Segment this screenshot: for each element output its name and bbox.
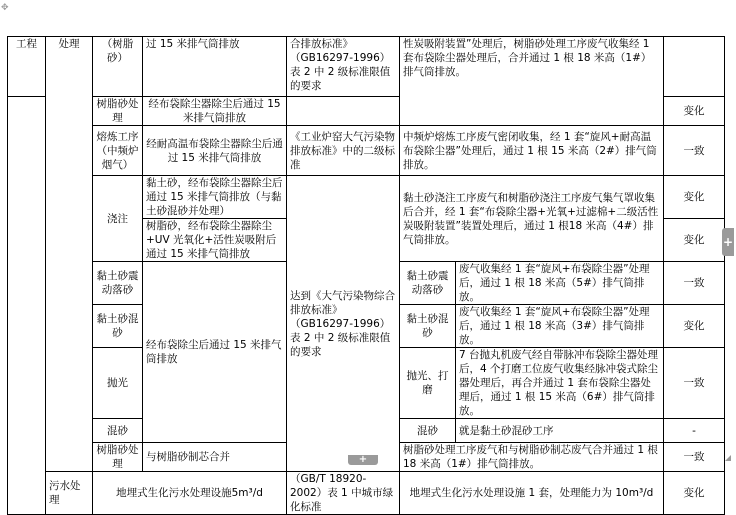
cell-project: 工程 bbox=[8, 37, 46, 97]
cell-standard: 《工业炉窑大气污染物排放标准》中的二级标准 bbox=[287, 126, 400, 176]
cell-measure: 与树脂砂制芯合并 bbox=[143, 443, 287, 472]
comparison-table bbox=[7, 36, 725, 515]
table-row bbox=[8, 126, 725, 176]
cell-process: 浇注 bbox=[93, 176, 143, 262]
cell-standard: 达到《大气污染物综合排放标准》（GB16297-1996）表 2 中 2 级标准限值的要求 bbox=[287, 176, 400, 472]
cell-status: 一致 bbox=[664, 262, 725, 305]
cell-measure: 经耐高温布袋除尘器除尘后通过 15 米排气筒排放 bbox=[143, 126, 287, 176]
cell-measure: 树脂砂，经布袋除尘器除尘+UV 光氧化+活性炭吸附后通过 15 米排气筒排放 bbox=[143, 219, 287, 262]
cell-process: 树脂砂处理 bbox=[93, 97, 143, 126]
table-row bbox=[8, 37, 725, 97]
table-move-handle-icon[interactable]: ✥ bbox=[1, 3, 9, 13]
add-row-button[interactable]: + bbox=[348, 455, 378, 465]
cell-actual: 黏土砂浇注工序废气和树脂砂浇注工序废气集气罩收集后合并，经 1 套“布袋除尘器+光氧+过滤棉+二级活性炭吸附装置”装置处理后，通过 1 根18 米高（4#）排气筒排放。 bbox=[400, 176, 664, 262]
cell-standard: 合排放标准》（GB16297-1996）表 2 中 2 级标准限值的要求 bbox=[287, 37, 400, 97]
table-resize-handle-icon[interactable] bbox=[725, 455, 731, 461]
cell-status: 一致 bbox=[664, 348, 725, 419]
cell-process: 混砂 bbox=[93, 419, 143, 443]
cell-status: 变化 bbox=[664, 472, 725, 515]
cell-status bbox=[664, 37, 725, 97]
cell-actual: 废气收集经 1 套“旋风+布袋除尘器”处理后，通过 1 根 18 米高（3#）排气筒排放。 bbox=[456, 305, 664, 348]
cell-actual: 中频炉熔炼工序废气密闭收集，经 1 套“旋风+耐高温布袋除尘器”处理后，通过 1 根 15 米高（2#）排气筒排放。 bbox=[400, 126, 664, 176]
cell-actual: 性炭吸附装置”处理后，树脂砂处理工序废气收集经 1 套布袋除尘器处理后，合并通过 1 根 18 米高（1#）排气筒排放。 bbox=[400, 37, 664, 126]
cell-actual: 树脂砂处理工序废气和与树脂砂制芯废气合并通过 1 根 18 米高（1#）排气筒排放。 bbox=[400, 443, 664, 472]
cell-status: 一致 bbox=[664, 126, 725, 176]
cell-actual-process: 黏土砂震动落砂 bbox=[400, 262, 456, 305]
cell-actual-process: 混砂 bbox=[400, 419, 456, 443]
cell-actual-process: 黏土砂混砂 bbox=[400, 305, 456, 348]
cell-treatment: 处理 bbox=[46, 37, 93, 472]
cell-actual: 地埋式生化污水处理设施 1 套，处理能力为 10m³/d bbox=[400, 472, 664, 515]
cell-treatment: 污水处理 bbox=[46, 472, 93, 515]
add-column-button[interactable]: + bbox=[722, 228, 734, 256]
cell-status: 变化 bbox=[664, 219, 725, 262]
cell-measure: 经布袋除尘后通过 15 米排气筒排放 bbox=[143, 262, 287, 443]
cell-status: - bbox=[664, 419, 725, 443]
cell-status: 变化 bbox=[664, 305, 725, 348]
cell-measure: 地埋式生化污水处理设施5m³/d bbox=[93, 472, 287, 515]
cell-measure: 经布袋除尘器除尘后通过 15 米排气筒排放 bbox=[143, 97, 287, 126]
cell-process: 黏土砂震动落砂 bbox=[93, 262, 143, 305]
cell-status: 一致 bbox=[664, 443, 725, 472]
cell-process: 树脂砂处理 bbox=[93, 443, 143, 472]
cell-measure: 黏土砂，经布袋除尘器除尘后通过 15 米排气筒排放（与黏土砂混砂并处理） bbox=[143, 176, 287, 219]
cell-actual: 7 台抛丸机废气经自带脉冲布袋除尘器处理后，4 个打磨工位废气收集经脉冲袋式除尘器处理后，再合并通过 1 套布袋除尘器处理后，通过 1 根 15 米高（6#）排气筒排放。 bbox=[456, 348, 664, 419]
cell-process: 熔炼工序（中频炉烟气） bbox=[93, 126, 143, 176]
cell-measure: 过 15 米排气筒排放 bbox=[143, 37, 287, 97]
cell-actual: 就是黏土砂混砂工序 bbox=[456, 419, 664, 443]
cell-actual: 废气收集经 1 套“旋风+布袋除尘器”处理后，通过 1 根 18 米高（5#）排气筒排放。 bbox=[456, 262, 664, 305]
cell-status: 变化 bbox=[664, 176, 725, 219]
cell-process: （树脂砂） bbox=[93, 37, 143, 97]
table-row bbox=[8, 176, 725, 219]
cell-actual-process: 抛光、打磨 bbox=[400, 348, 456, 419]
cell-standard bbox=[287, 97, 400, 126]
cell-status: 变化 bbox=[664, 97, 725, 126]
cell-process: 黏土砂混砂 bbox=[93, 305, 143, 348]
cell-standard: （GB/T 18920-2002）表 1 中城市绿化标准 bbox=[287, 472, 400, 515]
cell-project-empty bbox=[8, 97, 46, 515]
table-row bbox=[8, 472, 725, 515]
cell-process: 抛光 bbox=[93, 348, 143, 419]
